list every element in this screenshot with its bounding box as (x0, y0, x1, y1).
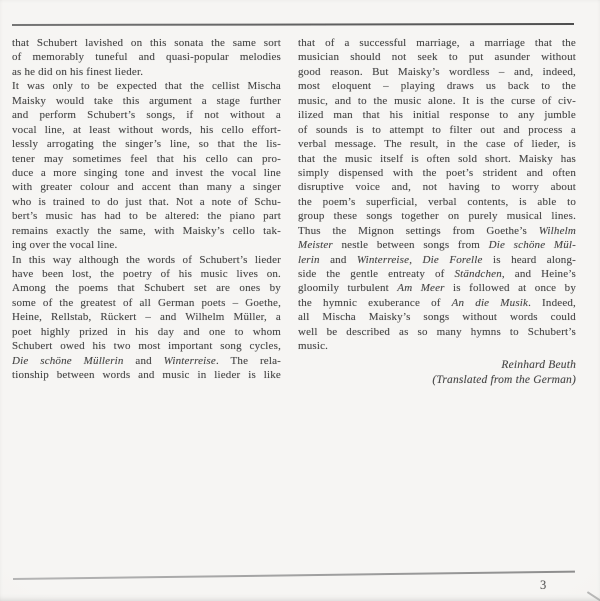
text-line: all Mischa Maisky’s songs without words could (298, 311, 576, 324)
text-line: vocal line, at least without words, his cello effort- (12, 123, 281, 136)
text-line: have been lost, the poetry of his music lives on. (12, 268, 281, 280)
text-line: group these songs together on purely musical lines. (298, 210, 576, 223)
text-line: well be described as so many hymns to Schubert’s (298, 325, 576, 338)
top-rule (12, 23, 574, 26)
text-line: the hymnic exuberance of An die Musik. Indeed, (298, 296, 576, 309)
text-line: bert’s music has had to be altered: the piano part (12, 210, 281, 223)
text-line: tener may sometimes feel that his cello can pro- (12, 152, 281, 165)
text-line: Schubert owed his two most important song cycles, (12, 340, 281, 353)
author-name: Reinhard Beuth (501, 358, 576, 371)
text-line: most eloquent – playing draws us back to the (298, 80, 576, 93)
text-line: and perform Schubert’s songs, if not without a (12, 109, 281, 122)
text-line: remains exactly the same, with Maisky’s cello tak- (12, 224, 281, 237)
text-line: the poem’s superficial, verbal contents, is able to (298, 195, 576, 208)
text-line: side the gentle entreaty of Ständchen, and Heine’s (298, 268, 576, 280)
text-line: ing over the vocal line. (12, 239, 118, 252)
text-line: music, and to the music alone. It is the curse of civ- (298, 94, 576, 107)
left-column (12, 36, 281, 389)
text-line: Maisky would take this argument a stage further (12, 94, 281, 107)
text-line: that the music itself is often sold short. Maisky has (298, 152, 576, 165)
text-line: duce a more singing tone and invest the vocal line (12, 166, 281, 179)
text-line: of sounds is to attempt to filter out and process a (298, 123, 576, 136)
text-line: lessly arrogating the singer’s line, so that the lis- (12, 138, 281, 151)
right-column (298, 36, 576, 389)
text-line: gloomily turbulent Am Meer is followed at once by (298, 282, 576, 295)
text-line: music. (298, 340, 329, 353)
text-line: lerin and Winterreise, Die Forelle is heard along- (298, 253, 576, 266)
text-line: who is trained to do just that. Not a note of Schu- (12, 195, 281, 208)
signature-block (298, 358, 576, 389)
text-line: Die schöne Müllerin and Winterreise. The rela- (12, 354, 281, 367)
right-column-lines (298, 36, 576, 354)
text-line: In this way although the words of Schubert’s lieder (12, 253, 281, 266)
text-line: simply dispensed with the poet’s strident and often (298, 166, 576, 179)
page-corner-shadow (587, 591, 600, 601)
text-line: Meister nestle between songs from Die schöne Mül- (298, 239, 576, 252)
text-line: that Schubert lavished on this sonata the same sort (12, 37, 281, 49)
text-line: poet highly prized in his day and one to whom (12, 325, 281, 338)
text-line: tionship between words and music in lieder is like (12, 369, 281, 382)
text-line: verbal message. The result, in the case of lieder, is (298, 138, 576, 151)
text-line: good reason. But Maisky’s wordless – and, indeed, (298, 65, 576, 78)
text-line: of memorably tuneful and quasi-popular melodies (12, 51, 281, 64)
translation-note: (Translated from the German) (432, 374, 576, 387)
text-line: Thus the Mignon settings from Goethe’s Wilhelm (298, 224, 576, 237)
bottom-rule (13, 571, 575, 580)
text-line: some of the greatest of all German poets – Goethe, (12, 296, 281, 309)
text-line: with greater colour and accent than many a singer (12, 181, 281, 194)
text-line: that of a successful marriage, a marriage that the (298, 37, 576, 49)
page-number: 3 (540, 578, 547, 592)
text-line: Among the poems that Schubert set are ones by (12, 282, 281, 295)
text-line: disruptive voice and, not having to worry about (298, 181, 576, 194)
text-line: It was only to be expected that the cellist Mischa (12, 80, 281, 93)
text-line: Heine, Rellstab, Rückert – and Wilhelm Müller, a (12, 311, 281, 324)
text-line: as he did on his finest lieder. (12, 65, 144, 78)
text-line: musician should not seek to put asunder without (298, 51, 576, 64)
text-columns (12, 36, 576, 389)
text-line: ilized man that his initial response to any jumble (298, 109, 576, 122)
